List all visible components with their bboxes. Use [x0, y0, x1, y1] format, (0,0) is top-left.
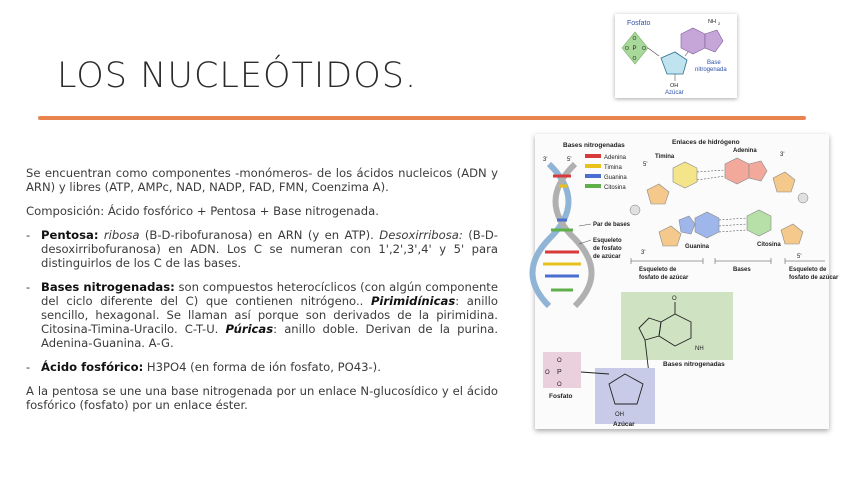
sugar-ring: [773, 172, 795, 192]
hydrogen-bond: [719, 230, 747, 232]
guanina-ring-6: [695, 212, 719, 238]
bold-italic-run: Pirimidínicas: [370, 294, 456, 308]
adenina-ring-5: [749, 161, 767, 181]
text-run: : anillo doble. Derivan de la purina. Adenina-Guanina. A-G.: [41, 322, 499, 350]
base-ring-5: [705, 30, 723, 52]
timina-ring: [673, 162, 697, 188]
italic-run: ribosa: [103, 228, 140, 242]
label-timina: Timina: [655, 154, 675, 160]
label-bases: Bases: [733, 267, 751, 273]
sugar-ring: [781, 224, 803, 244]
label-5prime: 5': [797, 254, 802, 260]
slide-title: LOS NUCLEÓTIDOS.: [57, 56, 418, 96]
label-nh2: NH: [708, 19, 716, 25]
atom-o: O: [632, 36, 637, 42]
nucleotide-thumbnail-svg: [615, 14, 737, 98]
term-bases: Bases nitrogenadas:: [41, 280, 175, 294]
text-run: : anillo sencillo, hexagonal. Se llaman así porque son derivados de la pirimidina. Citosina-Timina-Uracilo. C-T-U.: [41, 294, 498, 336]
label-bases-nitrogenadas: Bases nitrogenadas: [663, 361, 725, 368]
composition-paragraph: Composición: Ácido fosfórico + Pentosa + Base nitrogenada.: [26, 204, 379, 218]
label-3prime: 3': [780, 152, 785, 158]
label-azucar: Azúcar: [665, 90, 684, 96]
bases-box: [621, 292, 733, 360]
sugar-box: [595, 368, 655, 424]
adenina-ring-6: [725, 158, 749, 184]
atom-p: P: [632, 46, 637, 52]
bullet-fosforico: [26, 360, 498, 374]
intro-paragraph: Se encuentran como componentes -monómeros- de los ácidos nucleicos (ADN y ARN) y libres (ATP, AMPc, NAD, NADP, FAD, FMN, Coenzima A).: [26, 166, 498, 194]
bond: [648, 48, 659, 56]
label-fosfato: Fosfato: [627, 20, 651, 27]
label-esqueleto-fosfato: fosfato de azúcar: [789, 275, 839, 281]
closing-paragraph: A la pentosa se une una base nitrogenada por un enlace N-glucosídico y el ácido fosfórico (fosfato) por un enlace éster.: [26, 384, 498, 412]
title-divider: [38, 116, 806, 120]
label-fosfato: Fosfato: [549, 393, 573, 400]
label-5prime: 5': [567, 157, 572, 163]
text-run: son compuestos heterocíclicos (con algún componente del ciclo diferente del C) que contienen nitrógeno..: [41, 280, 498, 308]
guanina-ring-5: [679, 216, 695, 234]
label-base: Base: [707, 60, 721, 66]
label-3prime: 3': [641, 250, 646, 256]
nucleotide-thumbnail: [615, 14, 737, 98]
legend-citosina: Citosina: [604, 185, 626, 191]
sugar-ring: [647, 184, 669, 204]
label-azucar: Azúcar: [613, 421, 635, 428]
dna-figure-svg: [535, 134, 839, 429]
label-enlaces: Enlaces de hidrógeno: [672, 139, 740, 146]
bullet-bases: [26, 280, 498, 350]
label-esqueleto: de azúcar: [593, 254, 621, 260]
atom-o: O: [642, 46, 646, 52]
label-esqueleto-fosfato: Esqueleto de: [789, 267, 827, 273]
leader-line: [579, 224, 591, 226]
atom-o: O: [545, 370, 550, 376]
legend-swatch-citosina: [585, 184, 601, 188]
label-citosina: Citosina: [757, 242, 781, 248]
bold-italic-run: Púricas: [225, 322, 274, 336]
text-run: (B-D-desoxirribofuranosa) en ADN. Los C se numeran con 1',2',3',4' y 5' para distinguirlos de los C de las bases.: [41, 228, 498, 270]
phosphate-group: [630, 205, 640, 215]
label-5prime: 5': [643, 162, 648, 168]
legend-title: Bases nitrogenadas: [563, 142, 625, 149]
dna-figure: [535, 134, 839, 429]
sugar-ring: [661, 52, 687, 74]
label-adenina: Adenina: [733, 148, 757, 154]
atom-o: O: [632, 56, 637, 62]
label-nitrogenada: nitrogenada: [695, 67, 727, 73]
term-pentosa: Pentosa:: [41, 228, 99, 242]
hydrogen-bond: [697, 176, 725, 180]
label-esqueleto: de fosfato: [593, 246, 622, 252]
text-run: (B-D-ribofuranosa) en ARN (y en ATP).: [139, 228, 380, 242]
label-par-bases: Par de bases: [593, 222, 631, 228]
atom-p: P: [557, 369, 562, 376]
legend-timina: Timina: [604, 165, 622, 171]
italic-run: Desoxirribosa:: [379, 228, 463, 242]
bullet-pentosa: [26, 228, 498, 270]
label-oh: OH: [670, 83, 679, 89]
atom-o: O: [557, 358, 562, 364]
legend-adenina: Adenina: [604, 155, 627, 161]
atom-oh: OH: [615, 412, 624, 418]
atom-nh2: NH: [695, 346, 704, 352]
label-3prime: 3': [543, 157, 548, 163]
label-guanina: Guanina: [685, 244, 710, 250]
hydrogen-bond: [697, 170, 725, 172]
phosphate-group: [798, 193, 808, 203]
atom-o: O: [557, 382, 562, 388]
citosina-ring: [747, 210, 771, 236]
legend-swatch-adenina: [585, 154, 601, 158]
atom-o: O: [625, 46, 629, 52]
bullet-list: [26, 228, 498, 374]
legend-swatch-guanina: [585, 174, 601, 178]
label-esqueleto-fosfato: fosfato de azúcar: [639, 275, 689, 281]
label-esqueleto-fosfato: Esqueleto de: [639, 267, 677, 273]
slide-body: [26, 166, 498, 422]
atom-o: O: [672, 296, 677, 302]
label-nh2-sub: 2: [718, 21, 721, 26]
sugar-ring: [659, 226, 681, 246]
legend-swatch-timina: [585, 164, 601, 168]
hydrogen-bond: [719, 218, 747, 220]
base-ring-6: [681, 28, 705, 54]
text-run: H3PO4 (en forma de ión fosfato, PO43-).: [143, 360, 381, 374]
legend-guanina: Guanina: [604, 175, 627, 181]
term-fosforico: Ácido fosfórico:: [41, 360, 144, 374]
hydrogen-bond: [719, 224, 747, 226]
label-esqueleto: Esqueleto: [593, 238, 622, 244]
